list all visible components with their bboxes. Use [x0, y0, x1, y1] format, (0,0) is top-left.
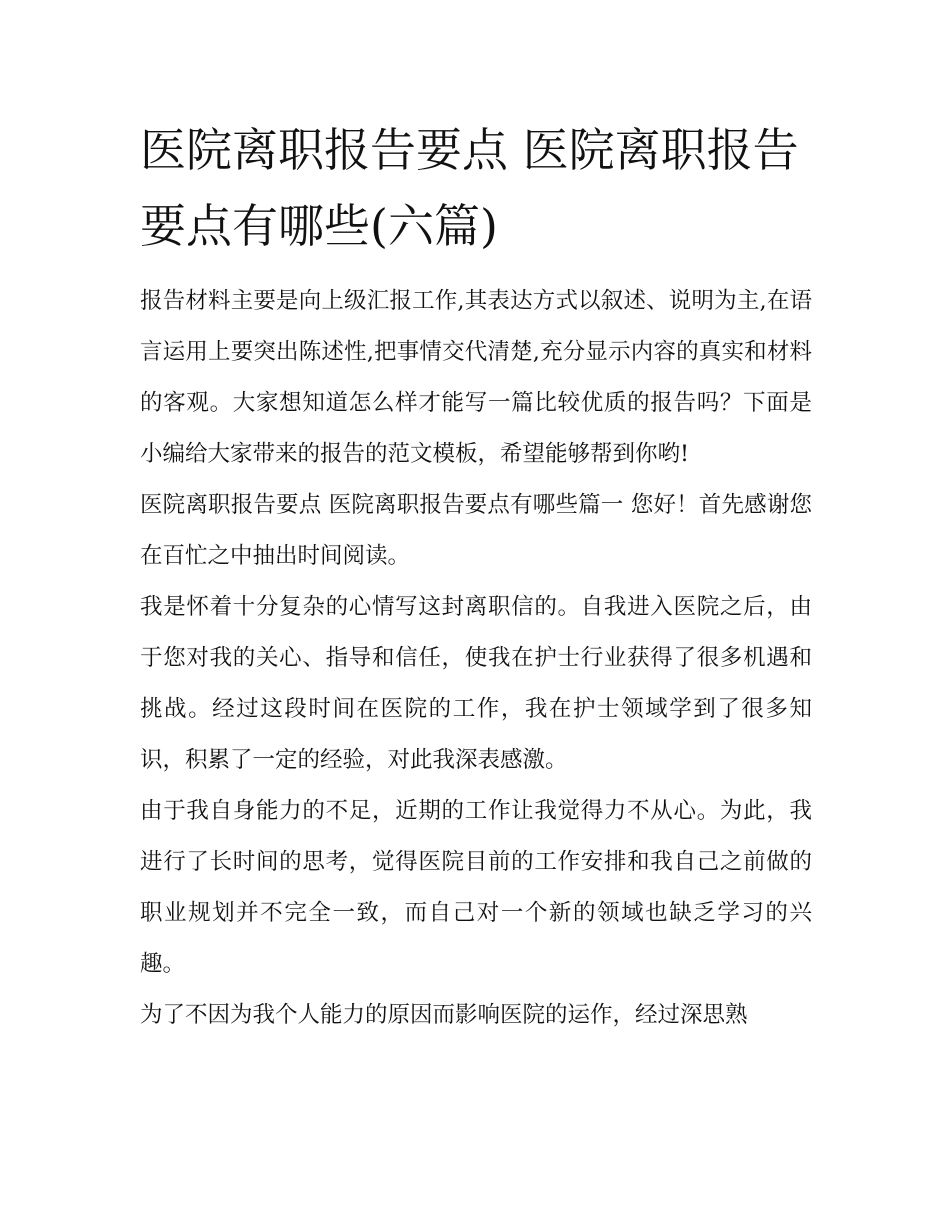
paragraph-reason: 由于我自身能力的不足，近期的工作让我觉得力不从心。为此，我进行了长时间的思考，觉得医院目前的工作安排和我自己之前做的职业规划并不完全一致，而自己对一个新的领域也缺乏学习的兴趣。: [140, 798, 812, 977]
paragraph-gratitude: 我是怀着十分复杂的心情写这封离职信的。自我进入医院之后，由于您对我的关心、指导和信任，使我在护士行业获得了很多机遇和挑战。经过这段时间在医院的工作，我在护士领域学到了很多知识，积累了一定的经验，对此我深表感激。: [140, 594, 812, 773]
document-page: [140, 112, 812, 1041]
document-body: [140, 276, 812, 1041]
document-title: 医院离职报告要点 医院离职报告要点有哪些(六篇): [140, 123, 799, 253]
paragraph-decision: 为了不因为我个人能力的原因而影响医院的运作，经过深思熟: [140, 1002, 748, 1028]
paragraph-greeting: 医院离职报告要点 医院离职报告要点有哪些篇一 您好！首先感谢您在百忙之中抽出时间阅读。: [140, 492, 812, 569]
paragraph-intro: 报告材料主要是向上级汇报工作,其表达方式以叙述、说明为主,在语言运用上要突出陈述性,把事情交代清楚,充分显示内容的真实和材料的客观。大家想知道怎么样才能写一篇比较优质的报告吗？下面是小编给大家带来的报告的范文模板，希望能够帮到你哟!: [140, 288, 812, 467]
